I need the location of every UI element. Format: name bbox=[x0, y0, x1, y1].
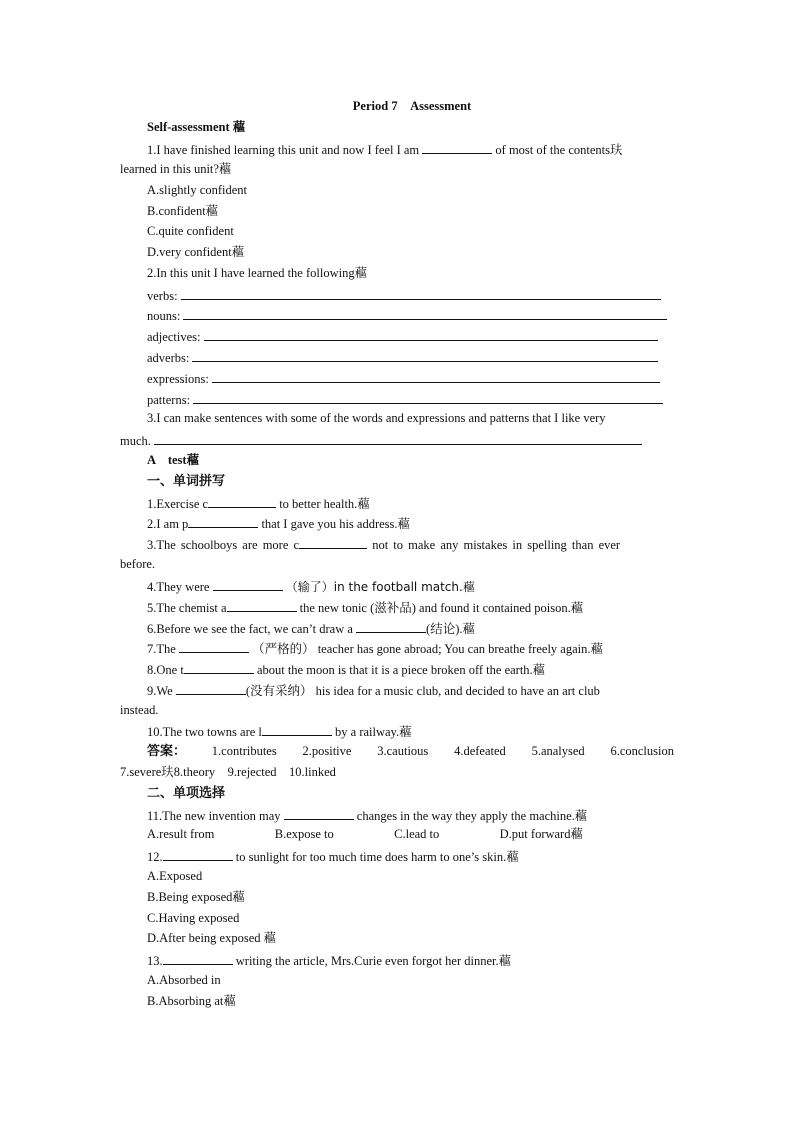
option-q12-b: B.Being exposed藲 bbox=[147, 890, 245, 904]
question-3-line-1: 3.I can make sentences with some of the words and expressions and patterns that I like very bbox=[147, 411, 606, 425]
spelling-item-3-line-1: 3.The schoolboys are more c not to make any mistakes in spelling than ever bbox=[147, 538, 621, 552]
field-nouns: nouns: bbox=[147, 307, 667, 324]
answer-blank[interactable] bbox=[184, 661, 254, 674]
spelling-item-4: 4.They were （输了）in the football match.藲 bbox=[147, 580, 475, 594]
field-adverbs: adverbs: bbox=[147, 349, 658, 366]
spelling-item-5: 5.The chemist a the new tonic (滋补品) and found it contained poison.藲 bbox=[147, 601, 584, 615]
answer-line[interactable] bbox=[154, 432, 642, 445]
question-3-line-2: much. bbox=[120, 432, 642, 449]
answer-blank[interactable] bbox=[176, 682, 246, 695]
answer-item: 3.cautious bbox=[377, 744, 429, 758]
answer-blank[interactable] bbox=[188, 515, 258, 528]
answer-blank[interactable] bbox=[262, 723, 332, 736]
answer-line[interactable] bbox=[212, 370, 660, 383]
answer-line[interactable] bbox=[183, 307, 667, 320]
answer-key-line-2: 7.severe玞8.theory 9.rejected 10.linked bbox=[120, 765, 336, 779]
spelling-item-9-line-1: 9.We (没有采纳） his idea for a music club, and decided to have an art club bbox=[147, 684, 600, 698]
option-q13-a: A.Absorbed in bbox=[147, 973, 221, 987]
option-q12-a: A.Exposed bbox=[147, 869, 203, 883]
self-assessment-heading: Self-assessment 藲 bbox=[147, 120, 246, 134]
answer-item: 5.analysed bbox=[531, 744, 585, 758]
option-q1-c: C.quite confident bbox=[147, 224, 234, 238]
option-q11-b: B.expose to bbox=[274, 827, 334, 841]
spelling-item-2: 2.I am p that I gave you his address.藲 bbox=[147, 517, 411, 531]
section-heading-spelling: 一、单词拼写 bbox=[147, 474, 226, 489]
answer-blank[interactable] bbox=[208, 495, 276, 508]
answer-item: 2.positive bbox=[302, 744, 352, 758]
question-11: 11.The new invention may changes in the way they apply the machine.藲 bbox=[147, 809, 588, 823]
spelling-item-3-line-2: before. bbox=[120, 557, 156, 571]
spelling-item-8: 8.One t about the moon is that it is a piece broken off the earth.藲 bbox=[147, 663, 546, 677]
answer-line[interactable] bbox=[204, 328, 658, 341]
answer-item: 1.contributes bbox=[211, 744, 277, 758]
answer-blank[interactable] bbox=[179, 640, 249, 653]
option-q13-b: B.Absorbing at藲 bbox=[147, 994, 236, 1008]
field-expressions: expressions: bbox=[147, 370, 660, 387]
answer-blank[interactable] bbox=[213, 578, 283, 591]
answer-blank[interactable] bbox=[299, 536, 367, 549]
question-1-line-2: learned in this unit?藲 bbox=[120, 162, 232, 176]
option-q1-b: B.confident藲 bbox=[147, 204, 219, 218]
answer-blank[interactable] bbox=[422, 141, 492, 154]
option-q11-d: D.put forward藲 bbox=[499, 827, 583, 841]
field-patterns: patterns: bbox=[147, 391, 663, 408]
answer-label: 答案： bbox=[147, 744, 187, 759]
spelling-item-6: 6.Before we see the fact, we can’t draw a (结论).藲 bbox=[147, 622, 475, 636]
answer-line[interactable] bbox=[181, 287, 661, 300]
spelling-item-1: 1.Exercise c to better health.藲 bbox=[147, 497, 370, 511]
answer-item: 6.conclusion bbox=[610, 744, 674, 758]
spelling-item-9-line-2: instead. bbox=[120, 703, 159, 717]
answer-item: 4.defeated bbox=[454, 744, 506, 758]
spelling-item-7: 7.The （严格的） teacher has gone abroad; You can breathe freely again.藲 bbox=[147, 642, 603, 656]
question-12: 12. to sunlight for too much time does harm to one’s skin.藲 bbox=[147, 850, 519, 864]
option-q1-d: D.very confident藲 bbox=[147, 245, 245, 259]
section-heading-multiple-choice: 二、单项选择 bbox=[147, 786, 226, 801]
spelling-item-10: 10.The two towns are l by a railway.藲 bbox=[147, 725, 412, 739]
option-q1-a: A.slightly confident bbox=[147, 183, 247, 197]
option-q11-c: C.lead to bbox=[394, 827, 440, 841]
answer-key-line-1 bbox=[147, 744, 674, 759]
question-2: 2.In this unit I have learned the following藲 bbox=[147, 266, 368, 280]
answer-blank[interactable] bbox=[163, 952, 233, 965]
page-title: Period 7 Assessment bbox=[352, 99, 472, 113]
answer-line[interactable] bbox=[192, 349, 658, 362]
field-adjectives: adjectives: bbox=[147, 328, 658, 345]
answer-blank[interactable] bbox=[163, 848, 233, 861]
option-q12-d: D.After being exposed 藲 bbox=[147, 931, 277, 945]
option-q11-a: A.result from bbox=[147, 827, 215, 841]
answer-blank[interactable] bbox=[356, 620, 426, 633]
answer-blank[interactable] bbox=[284, 807, 354, 820]
answer-line[interactable] bbox=[193, 391, 663, 404]
a-test-heading: A test藲 bbox=[147, 453, 200, 467]
option-q12-c: C.Having exposed bbox=[147, 911, 240, 925]
question-13: 13. writing the article, Mrs.Curie even forgot her dinner.藲 bbox=[147, 954, 512, 968]
answer-blank[interactable] bbox=[227, 599, 297, 612]
question-11-options bbox=[147, 827, 583, 842]
field-verbs: verbs: bbox=[147, 287, 661, 304]
question-1-line-1: 1.I have finished learning this unit and now I feel I am of most of the contents玞 bbox=[147, 143, 623, 157]
